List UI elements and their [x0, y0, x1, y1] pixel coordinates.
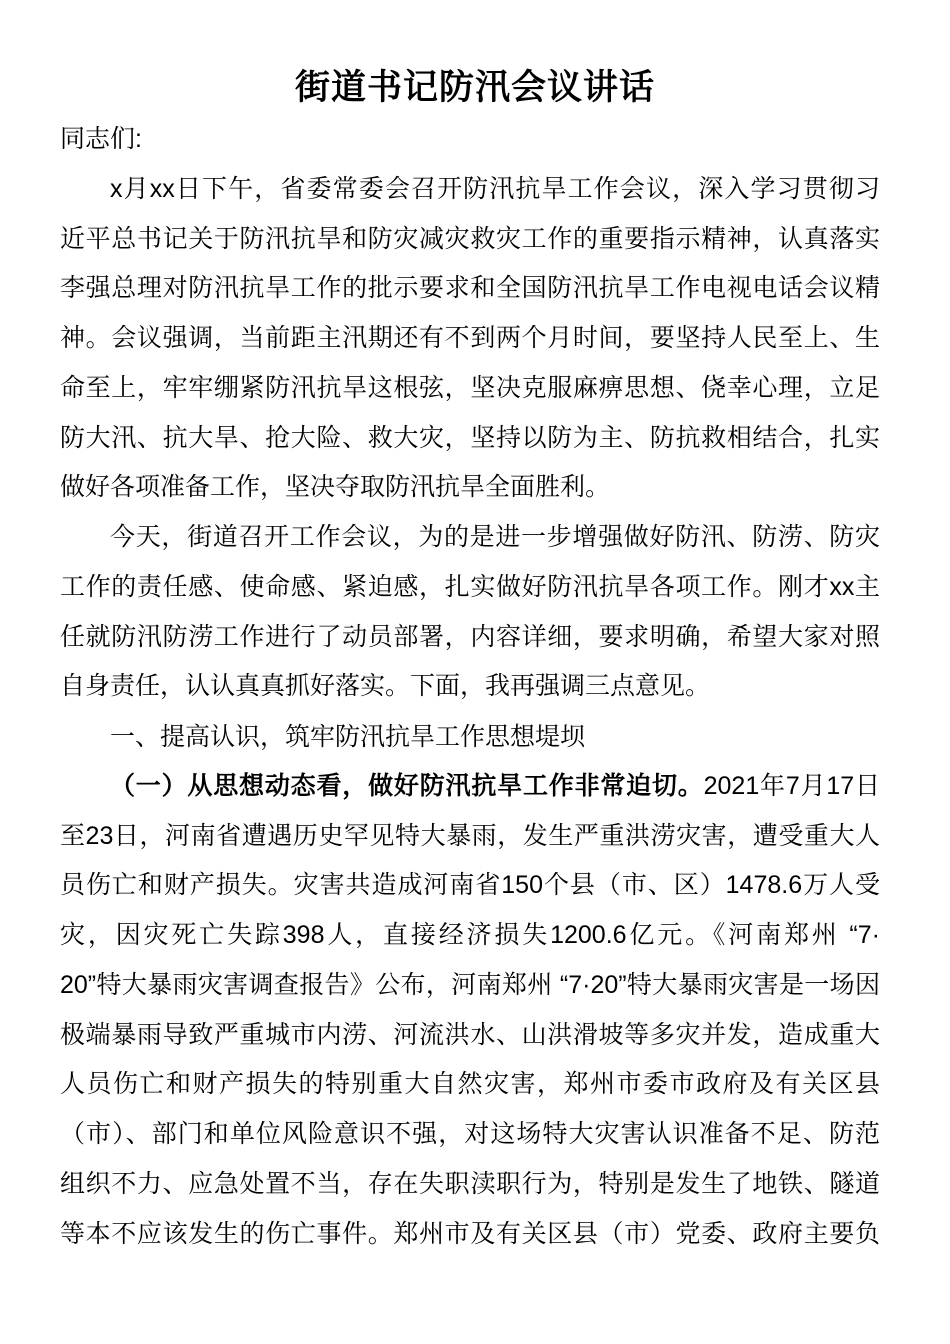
text-line: 等本不应该发生的伤亡事件。郑州市及有关区县（市）党委、政府主要负 — [60, 1219, 880, 1248]
text-line: x月xx日下午，省委常委会召开防汛抗旱工作会议，深入学习贯彻习 — [110, 174, 880, 203]
paragraph-henan-flood — [60, 762, 880, 1260]
text-line: 员伤亡和财产损失。灾害共造成河南省150个县（市、区）1478.6万人受 — [60, 871, 880, 900]
document-body — [60, 115, 880, 1259]
text-line: 组织不力、应急处置不当，存在失职渎职行为，特别是发生了地铁、隧道 — [60, 1169, 880, 1198]
text-line: 今天，街道召开工作会议，为的是进一步增强做好防汛、防涝、防灾 — [110, 523, 880, 551]
text-line: 20”特大暴雨灾害调查报告》公布，河南郑州 “7·20”特大暴雨灾害是一场因 — [60, 970, 880, 999]
text-line: 近平总书记关于防汛抗旱和防灾减灾救灾工作的重要指示精神，认真落实 — [60, 224, 880, 253]
salutation: 同志们: — [60, 125, 142, 153]
paragraph-street-meeting — [60, 513, 880, 712]
text-line: 极端暴雨导致严重城市内涝、河流洪水、山洪滑坡等多灾并发，造成重大 — [60, 1020, 880, 1049]
text-line: 自身责任，认认真真抓好落实。下面，我再强调三点意见。 — [60, 672, 711, 701]
text-line — [60, 762, 880, 812]
text-line: 人员伤亡和财产损失的特别重大自然灾害，郑州市委市政府及有关区县 — [60, 1070, 880, 1099]
subsection-lead: （一）从思想动态看，做好防汛抗旱工作非常迫切。 — [110, 772, 704, 800]
paragraph-provincial-meeting — [60, 165, 880, 513]
text-line: 任就防汛防涝工作进行了动员部署，内容详细，要求明确，希望大家对照 — [60, 622, 880, 651]
text-line: 防大汛、抗大旱、抢大险、救大灾，坚持以防为主、防抗救相结合，扎实 — [60, 423, 880, 452]
text-line: 做好各项准备工作，坚决夺取防汛抗旱全面胜利。 — [60, 473, 611, 502]
text-line: 命至上，牢牢绷紧防汛抗旱这根弦，坚决克服麻痹思想、侥幸心理，立足 — [60, 373, 880, 402]
section-heading: 一、提高认识，筑牢防汛抗旱工作思想堤坝 — [110, 722, 586, 751]
text-line: 灾，因灾死亡失踪398人，直接经济损失1200.6亿元。《河南郑州 “7· — [60, 921, 880, 949]
text-line: （市）、部门和单位风险意识不强，对这场特大灾害认识准备不足、防范 — [60, 1120, 880, 1148]
text-span: 2021年7月17日 — [703, 771, 880, 800]
text-line: 李强总理对防汛抗旱工作的批示要求和全国防汛抗旱工作电视电话会议精 — [60, 274, 880, 303]
document-title: 街道书记防汛会议讲话 — [294, 68, 655, 107]
text-line: 工作的责任感、使命感、紧迫感，扎实做好防汛抗旱各项工作。刚才xx主 — [60, 572, 880, 601]
text-line: 至23日，河南省遭遇历史罕见特大暴雨，发生严重洪涝灾害，遭受重大人 — [60, 821, 880, 850]
text-line: 神。会议强调，当前距主汛期还有不到两个月时间，要坚持人民至上、生 — [60, 324, 880, 352]
